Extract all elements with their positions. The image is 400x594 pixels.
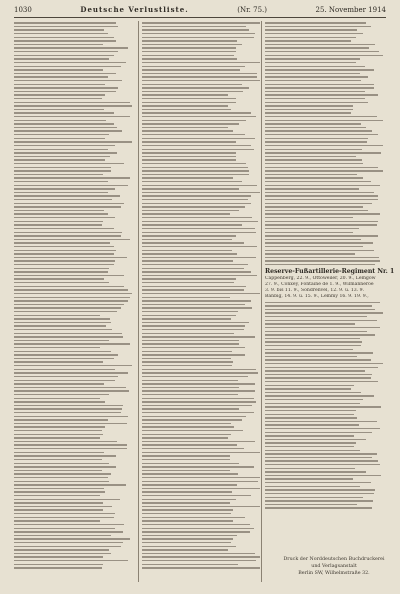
issue-date: 25. November 1914 [315, 6, 386, 14]
column-text-block [265, 21, 385, 266]
section-intro [265, 276, 385, 300]
imprint-line: Druck der Norddeutschen Buchdruckerei und Verlagsanstalt [283, 557, 385, 569]
column-divider [138, 21, 139, 582]
page-number: 1030 [14, 6, 32, 14]
page-title: Deutsche Verlustliste. [80, 5, 189, 14]
imprint-line: Berlin SW, Wilhelmstraße 32. [298, 571, 370, 576]
section-intro-line: Banbig, 14. 9. u. 15. 9., Lemmy 16. 9. 19. 9., [265, 294, 369, 300]
column-text-block [265, 300, 385, 509]
text-column-middle [142, 21, 262, 570]
issue-number: (Nr. 75.) [237, 6, 267, 14]
illegible-text-line [265, 506, 385, 510]
section-intro-line: 27. 9., Conxey, Fontaine de 1. 9., Wilmanneroe [265, 282, 374, 288]
header-rule [14, 17, 386, 18]
illegible-text-line [14, 566, 134, 570]
page-header [14, 4, 386, 16]
text-column-left [14, 21, 134, 570]
illegible-text-line [142, 566, 262, 570]
printer-imprint [280, 556, 388, 577]
section-intro-line: Cappenberg, 22. 9., Ottoweiler, 20. 9., Lemgow [265, 276, 376, 282]
text-column-right [265, 21, 395, 510]
illegible-text-line [265, 263, 385, 267]
section-heading: Reserve-Fußartillerie-Regiment Nr. 1 [265, 268, 395, 276]
section-intro-line: 3. 9. bis 11. 9., Sondrenvel, 12. 9. u. 13. 9. [265, 288, 365, 294]
